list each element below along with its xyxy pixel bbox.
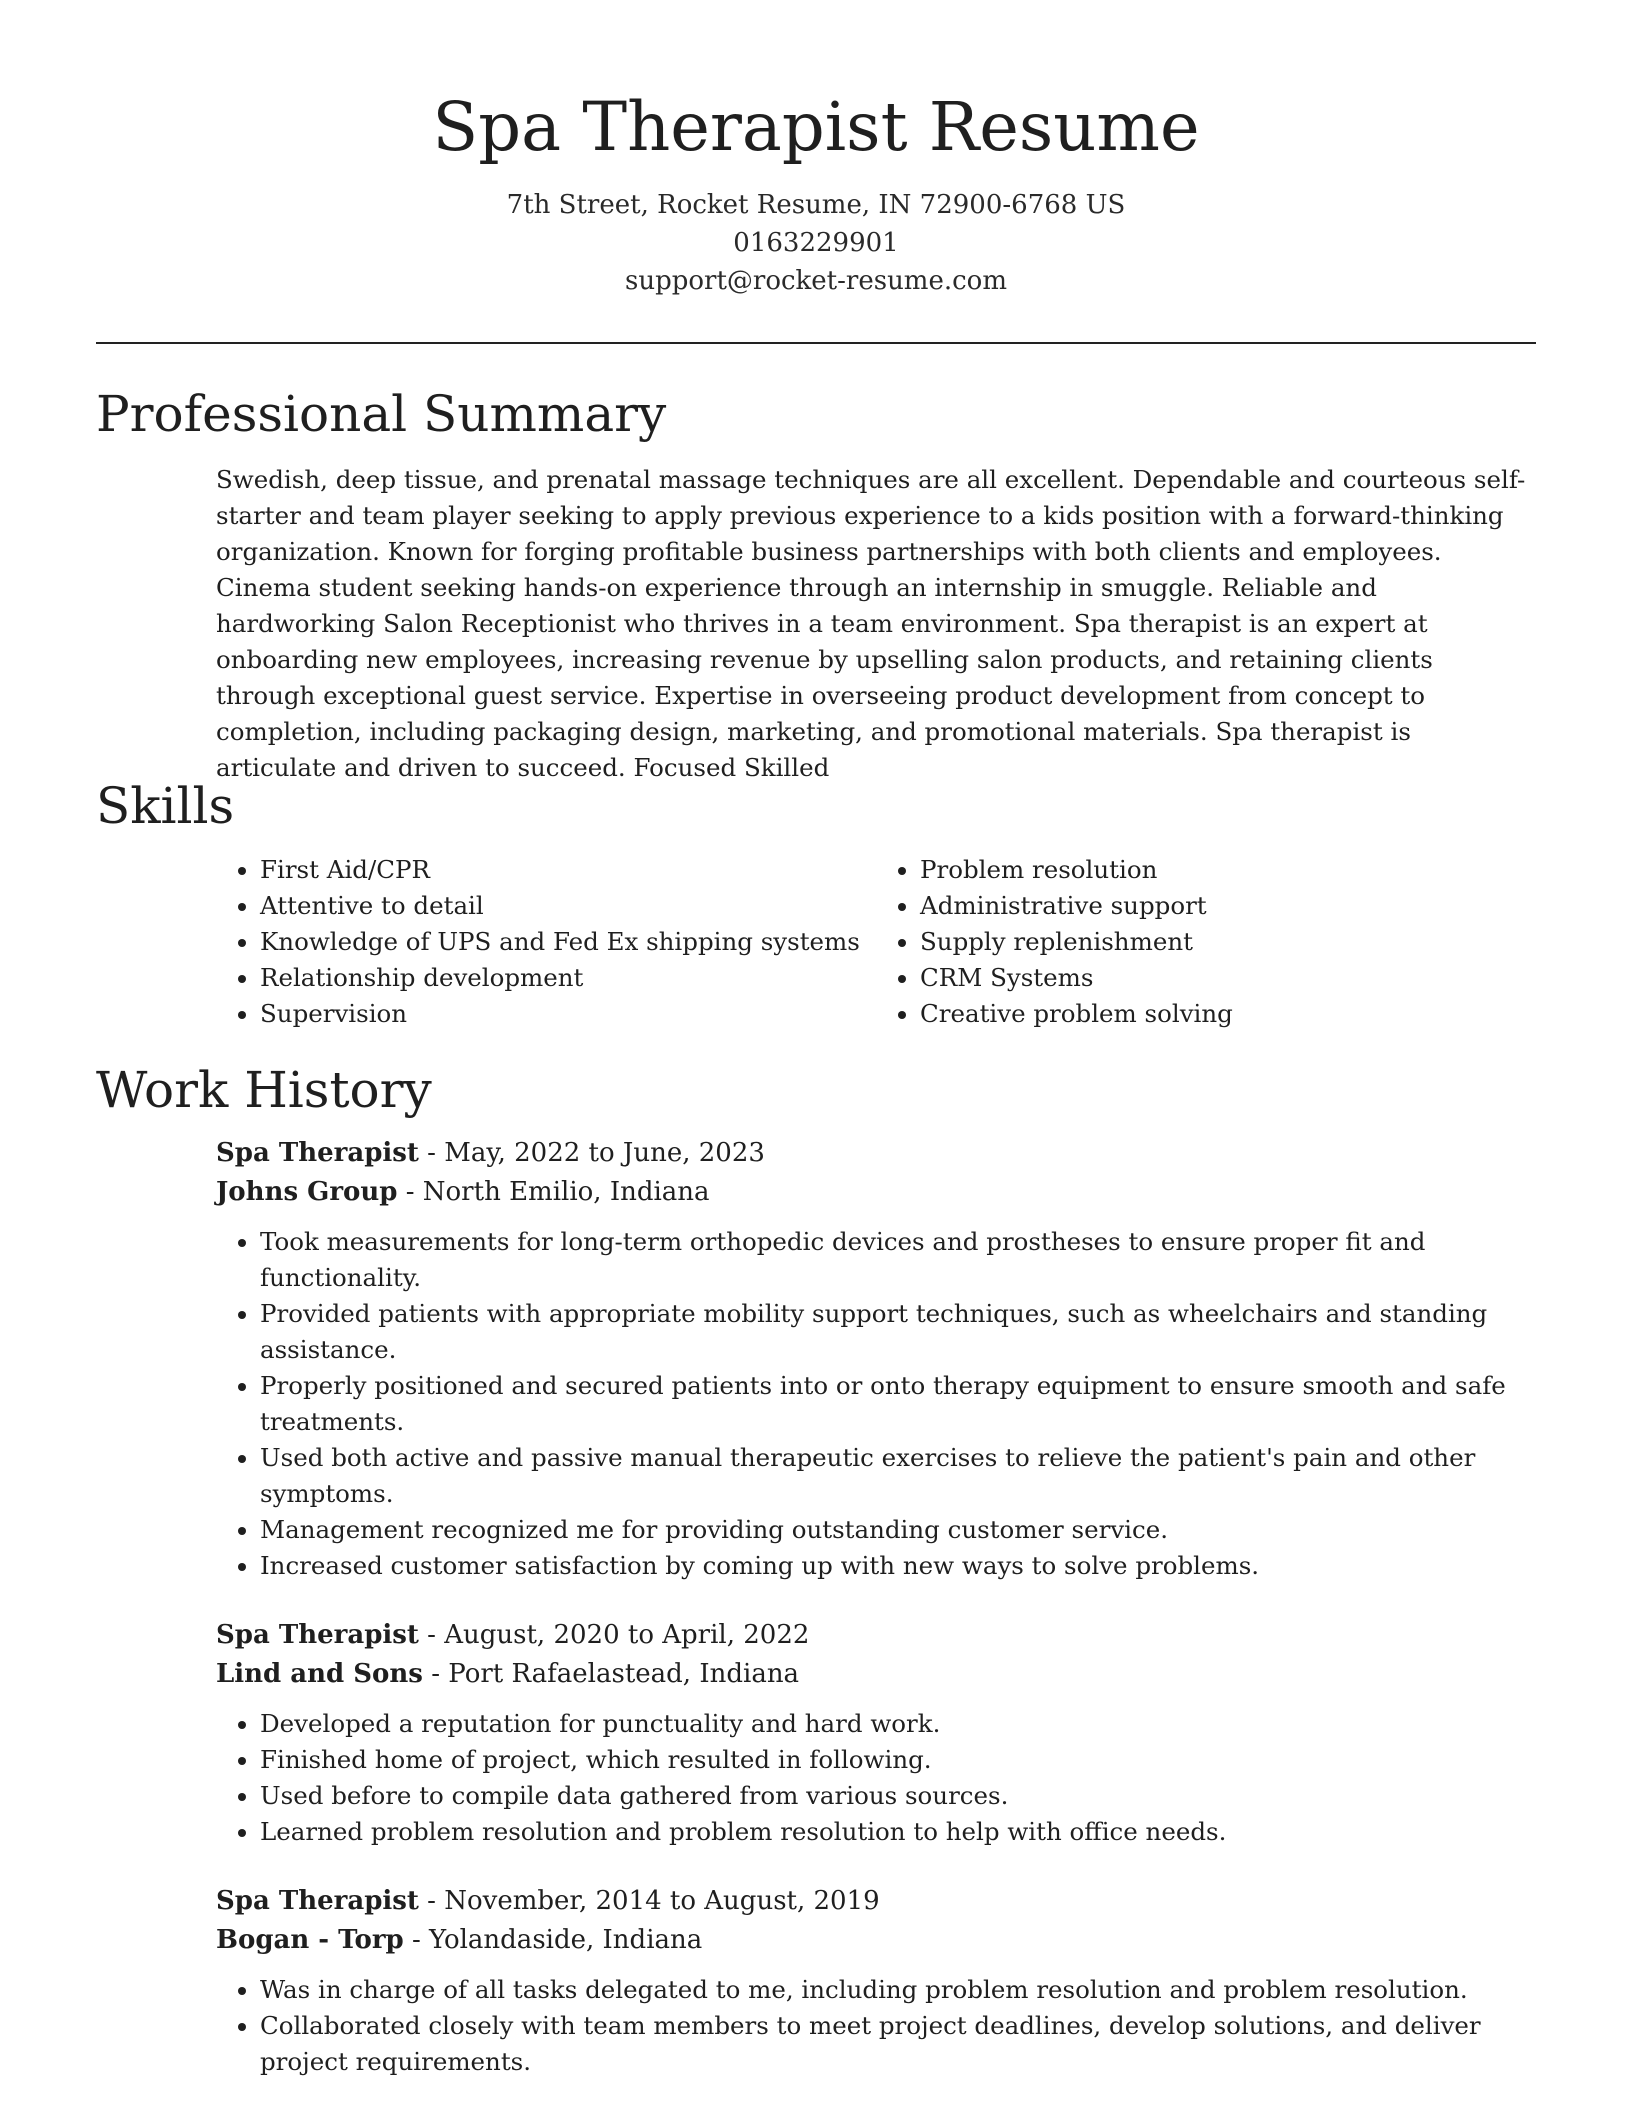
summary-heading: Professional Summary	[96, 385, 667, 443]
skill-item: • Administrative support	[920, 888, 1536, 924]
job-bullets	[96, 1972, 1536, 2080]
job-entry	[216, 1134, 1536, 1584]
resume-title: Spa Therapist Resume	[432, 88, 1200, 166]
summary-text: Swedish, deep tissue, and prenatal massage techniques are all excellent. Dependable and courteous self-starter and team player seeking to apply previous experience to a kids position with a forward-thinking organization. Known for forging profitable business partnerships with both clients and employees. Cinema student seeking hands-on experience through an internship in smuggle. Reliable and hardworking Salon Receptionist who thrives in a team environment. Spa therapist is an expert at onboarding new employees, increasing revenue by upselling salon products, and retaining clients through exceptional guest service. Expertise in overseeing product development from concept to completion, including packaging design, marketing, and promotional materials. Spa therapist is articulate and driven to succeed. Focused Skilled	[216, 465, 1526, 782]
job-company: Johns Group	[216, 1177, 398, 1207]
contact-email: support@rocket-resume.com	[624, 266, 1007, 296]
summary-section	[96, 384, 1536, 786]
job-bullet: • Took measurements for long-term orthopedic devices and prostheses to ensure proper fit and functionality.	[260, 1224, 1536, 1296]
job-company: Bogan - Torp	[216, 1925, 404, 1955]
job-title-line	[216, 1134, 1536, 1173]
job-company: Lind and Sons	[216, 1659, 423, 1689]
job-bullet: • Collaborated closely with team members to meet project deadlines, develop solutions, and deliver project requirements.	[260, 2008, 1536, 2080]
skill-item: • Attentive to detail	[260, 888, 876, 924]
skill-item: • Knowledge of UPS and Fed Ex shipping systems	[260, 924, 876, 960]
skill-item: • Creative problem solving	[920, 996, 1536, 1032]
job-bullet: • Used before to compile data gathered from various sources.	[260, 1778, 1536, 1814]
job-title-line	[216, 1882, 1536, 1921]
job-dates: - November, 2014 to August, 2019	[418, 1886, 880, 1916]
job-title: Spa Therapist	[216, 1138, 419, 1168]
contact-phone: 0163229901	[733, 228, 899, 258]
header-divider	[96, 342, 1536, 344]
skill-item: • CRM Systems	[920, 960, 1536, 996]
job-bullet: • Provided patients with appropriate mobility support techniques, such as wheelchairs and standing assistance.	[260, 1296, 1536, 1368]
resume-header	[0, 0, 1632, 300]
skill-item: • First Aid/CPR	[260, 852, 876, 888]
contact-address: 7th Street, Rocket Resume, IN 72900-6768 US	[506, 190, 1126, 220]
job-bullet: • Management recognized me for providing outstanding customer service.	[260, 1512, 1536, 1548]
job-bullet: • Properly positioned and secured patients into or onto therapy equipment to ensure smooth and safe treatments.	[260, 1368, 1536, 1440]
skill-item: • Relationship development	[260, 960, 876, 996]
work-history-heading: Work History	[96, 1061, 432, 1119]
job-location: - Yolandaside, Indiana	[403, 1925, 703, 1955]
job-bullet: • Developed a reputation for punctuality and hard work.	[260, 1706, 1536, 1742]
job-company-line	[216, 1655, 1536, 1694]
skill-item: • Problem resolution	[920, 852, 1536, 888]
job-entry	[216, 1616, 1536, 1850]
job-bullet: • Finished home of project, which resulted in following.	[260, 1742, 1536, 1778]
job-bullet: • Learned problem resolution and problem resolution to help with office needs.	[260, 1814, 1536, 1850]
job-location: - North Emilio, Indiana	[397, 1177, 710, 1207]
job-title: Spa Therapist	[216, 1620, 419, 1650]
skills-list-right	[876, 852, 1536, 1032]
skill-item: • Supervision	[260, 996, 876, 1032]
job-company-line	[216, 1173, 1536, 1212]
work-history-section	[96, 1060, 1536, 2080]
skills-section	[96, 776, 1536, 1032]
job-title: Spa Therapist	[216, 1886, 419, 1916]
job-bullet: • Increased customer satisfaction by coming up with new ways to solve problems.	[260, 1548, 1536, 1584]
contact-block	[0, 186, 1632, 300]
job-bullet: • Used both active and passive manual therapeutic exercises to relieve the patient's pain and other symptoms.	[260, 1440, 1536, 1512]
skills-columns	[216, 852, 1536, 1032]
job-bullets	[96, 1224, 1536, 1584]
job-dates: - August, 2020 to April, 2022	[418, 1620, 810, 1650]
job-title-line	[216, 1616, 1536, 1655]
skill-item: • Supply replenishment	[920, 924, 1536, 960]
skills-heading: Skills	[96, 777, 235, 835]
job-entry	[216, 1882, 1536, 2080]
job-dates: - May, 2022 to June, 2023	[418, 1138, 765, 1168]
job-company-line	[216, 1921, 1536, 1960]
skills-list-left	[216, 852, 876, 1032]
job-bullets	[96, 1706, 1536, 1850]
job-bullet: • Was in charge of all tasks delegated to me, including problem resolution and problem resolution.	[260, 1972, 1536, 2008]
job-location: - Port Rafaelastead, Indiana	[422, 1659, 800, 1689]
